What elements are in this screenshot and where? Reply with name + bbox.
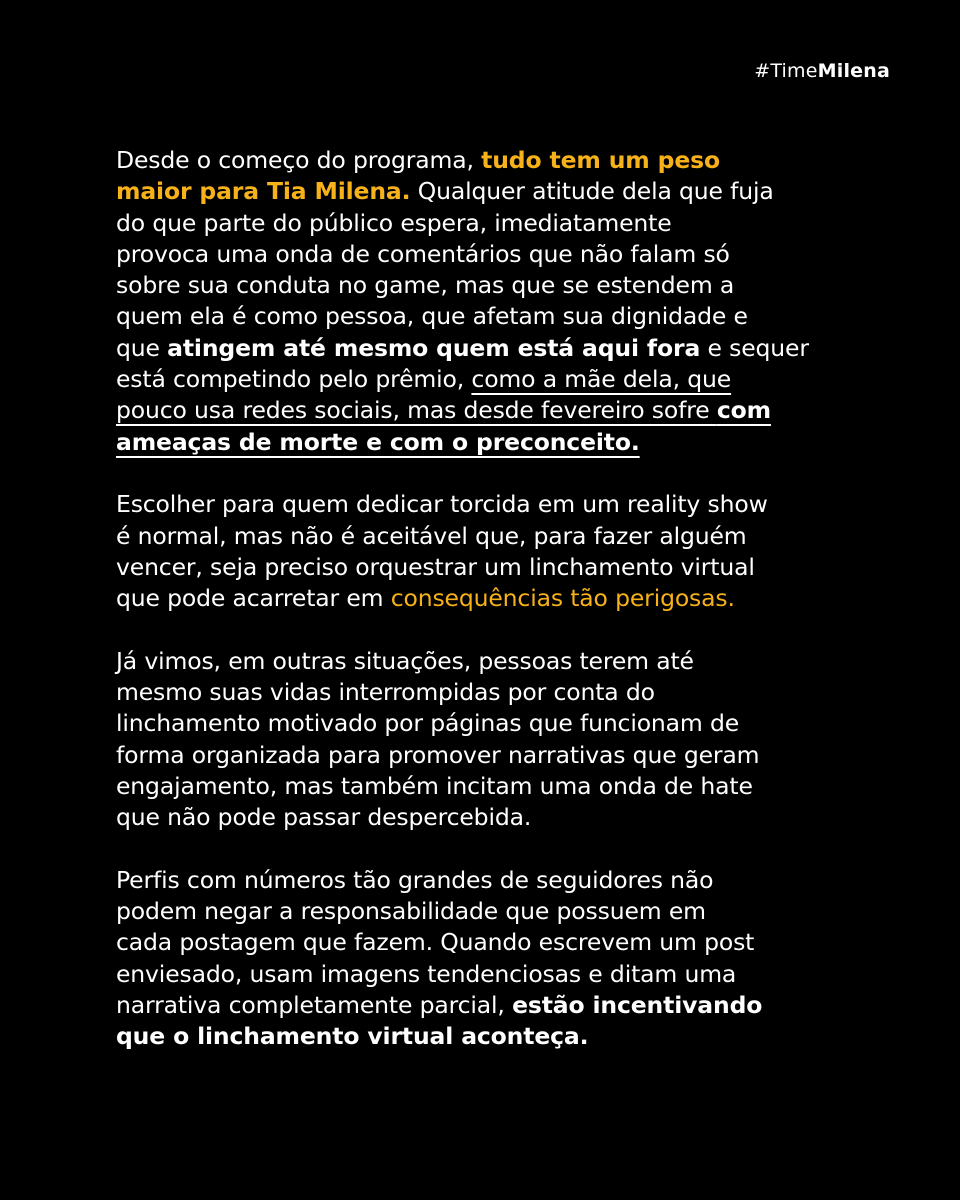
text-line: engajamento, mas também incitam uma onda de hate [116, 771, 753, 800]
text-line: que não pode passar despercebida. [116, 803, 532, 832]
underlined-bold-text: com [716, 396, 771, 425]
text-line [116, 333, 861, 364]
text-line [116, 583, 861, 614]
text-line: linchamento motivado por páginas que funcionam de [116, 709, 740, 738]
text-line: provoca uma onda de comentários que não falam só [116, 239, 730, 268]
text-line [116, 395, 861, 426]
text-run: que pode acarretar em [116, 584, 391, 613]
text-line [116, 364, 861, 395]
highlight-text: maior para Tia Milena. [116, 177, 411, 206]
text-line: enviesado, usam imagens tendenciosas e ditam uma [116, 959, 737, 988]
text-run: e sequer [700, 333, 809, 362]
text-line: quem ela é como pessoa, que afetam sua dignidade e [116, 302, 748, 331]
text-run: Qualquer atitude dela que fuja [410, 177, 774, 206]
underlined-text: pouco usa redes sociais, mas desde fevereiro sofre [116, 396, 717, 425]
hashtag-prefix: #Time [754, 60, 818, 82]
text-line [116, 145, 861, 176]
highlight-text: consequências tão perigosas. [390, 584, 735, 613]
paragraph-3 [116, 646, 861, 834]
text-line: do que parte do público espera, imediatamente [116, 208, 672, 237]
paragraph-2 [116, 489, 861, 614]
text-run: Desde o começo do programa, [116, 146, 482, 174]
text-run: narrativa completamente parcial, [116, 991, 513, 1020]
bold-text: estão incentivando [512, 991, 763, 1020]
text-line: Perfis com números tão grandes de seguidores não [116, 865, 714, 894]
text-line: forma organizada para promover narrativas que geram [116, 740, 760, 769]
paragraph-4 [116, 865, 861, 1053]
text-line: Já vimos, em outras situações, pessoas terem até [116, 646, 694, 675]
text-line: que o linchamento virtual aconteça. [116, 1022, 589, 1051]
text-line: podem negar a responsabilidade que possuem em [116, 897, 706, 926]
text-run: que [116, 333, 168, 362]
text-line: cada postagem que fazem. Quando escrevem um post [116, 928, 755, 957]
underlined-bold-text: ameaças de morte e com o preconceito. [116, 427, 640, 456]
text-line: é normal, mas não é aceitável que, para fazer alguém [116, 521, 747, 550]
text-line: Escolher para quem dedicar torcida em um reality show [116, 490, 768, 519]
text-line [116, 427, 861, 458]
text-line [116, 176, 861, 207]
hashtag-name: Milena [817, 60, 890, 82]
paragraph-1 [116, 145, 861, 458]
text-line [116, 990, 861, 1021]
hashtag-label [754, 60, 890, 82]
body-text [116, 145, 861, 1053]
text-line: mesmo suas vidas interrompidas por conta do [116, 678, 655, 707]
text-run: está competindo pelo prêmio, [116, 365, 472, 394]
underlined-text: como a mãe dela, que [471, 365, 732, 394]
bold-text: atingem até mesmo quem está aqui fora [167, 333, 701, 362]
highlight-text: tudo tem um peso [481, 146, 720, 174]
text-line: sobre sua conduta no game, mas que se estendem a [116, 271, 735, 300]
text-line: vencer, seja preciso orquestrar um linchamento virtual [116, 552, 755, 581]
